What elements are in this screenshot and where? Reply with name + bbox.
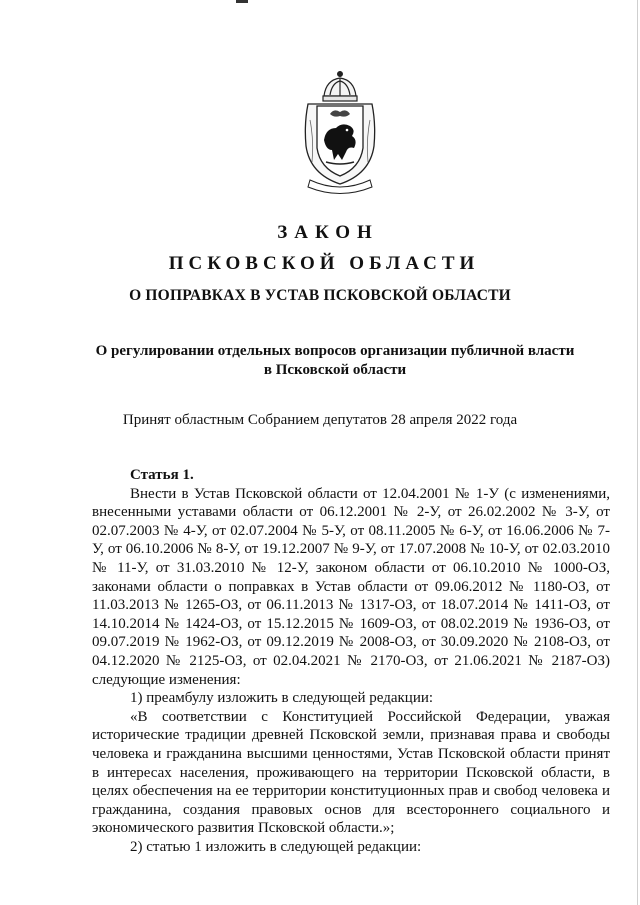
article-intro-paragraph: Внести в Устав Псковской области от 12.04.2001 № 1-У (с изменениями, внесенными уставами области от 06.12.2001 № 2-У, от 26.02.2002 № 3-У, от 02.07.2003 № 4-У, от 02.07.2004 № 5-У, от 08.11.2005 № 6-У, от 16.06.2006 № 7-У, от 06.10.2006 № 8-У, от 19.12.2007 № 9-У, от 17.07.2008 № 10-У, от 02.03.2010 № 11-У, от 31.03.2010 № 12-У, законом области от 06.10.2010 № 1000-ОЗ, законами области о поправках в Устав области от 09.06.2012 № 1180-ОЗ, от 11.03.2013 № 1265-ОЗ, от 06.11.2013 № 1317-ОЗ, от 18.07.2014 № 1411-ОЗ, от 14.10.2014 № 1424-ОЗ, от 15.12.2015 № 1609-ОЗ, от 08.02.2019 № 1936-ОЗ, от 09.07.2019 № 1962-ОЗ, от 09.12.2019 № 2008-ОЗ, от 30.09.2020 № 2108-ОЗ, от 04.12.2020 № 2125-ОЗ, от 02.04.2021 № 2170-ОЗ, от 21.06.2021 № 2187-ОЗ) следующие изменения: xyxy=(92,485,610,688)
coat-of-arms-icon xyxy=(290,70,390,198)
law-subject-line-1: О регулировании отдельных вопросов организации публичной власти xyxy=(95,343,575,359)
scan-mark xyxy=(236,0,248,3)
preamble-quote: «В соответствии с Конституцией Российской Федерации, уважая исторические традиции древней Псковской земли, признавая права и свободы человека и гражданина высшими ценностями, Устав Псковской области принят в интересах населения, проживающего на территории Псковской области, в целях обеспечения на ее территории конституционных прав и свобод человека и гражданина, создания правовых основ для всестороннего социального и экономического развития Псковской области.»; xyxy=(92,708,610,837)
article-item-1: 1) преамбулу изложить в следующей редакции: xyxy=(130,690,434,707)
document-type-title: ЗАКОН xyxy=(277,222,379,243)
law-subject xyxy=(80,342,590,380)
scan-edge xyxy=(637,0,638,905)
law-subject-line-2: в Псковской области xyxy=(263,362,407,378)
law-title: О ПОПРАВКАХ В УСТАВ ПСКОВСКОЙ ОБЛАСТИ xyxy=(129,287,511,304)
region-title: ПСКОВСКОЙ ОБЛАСТИ xyxy=(168,253,480,274)
article-heading: Статья 1. xyxy=(130,467,194,483)
article-item-2: 2) статью 1 изложить в следующей редакции: xyxy=(130,838,422,855)
adoption-note: Принят областным Собранием депутатов 28 апреля 2022 года xyxy=(122,412,518,428)
article-body xyxy=(92,466,610,856)
